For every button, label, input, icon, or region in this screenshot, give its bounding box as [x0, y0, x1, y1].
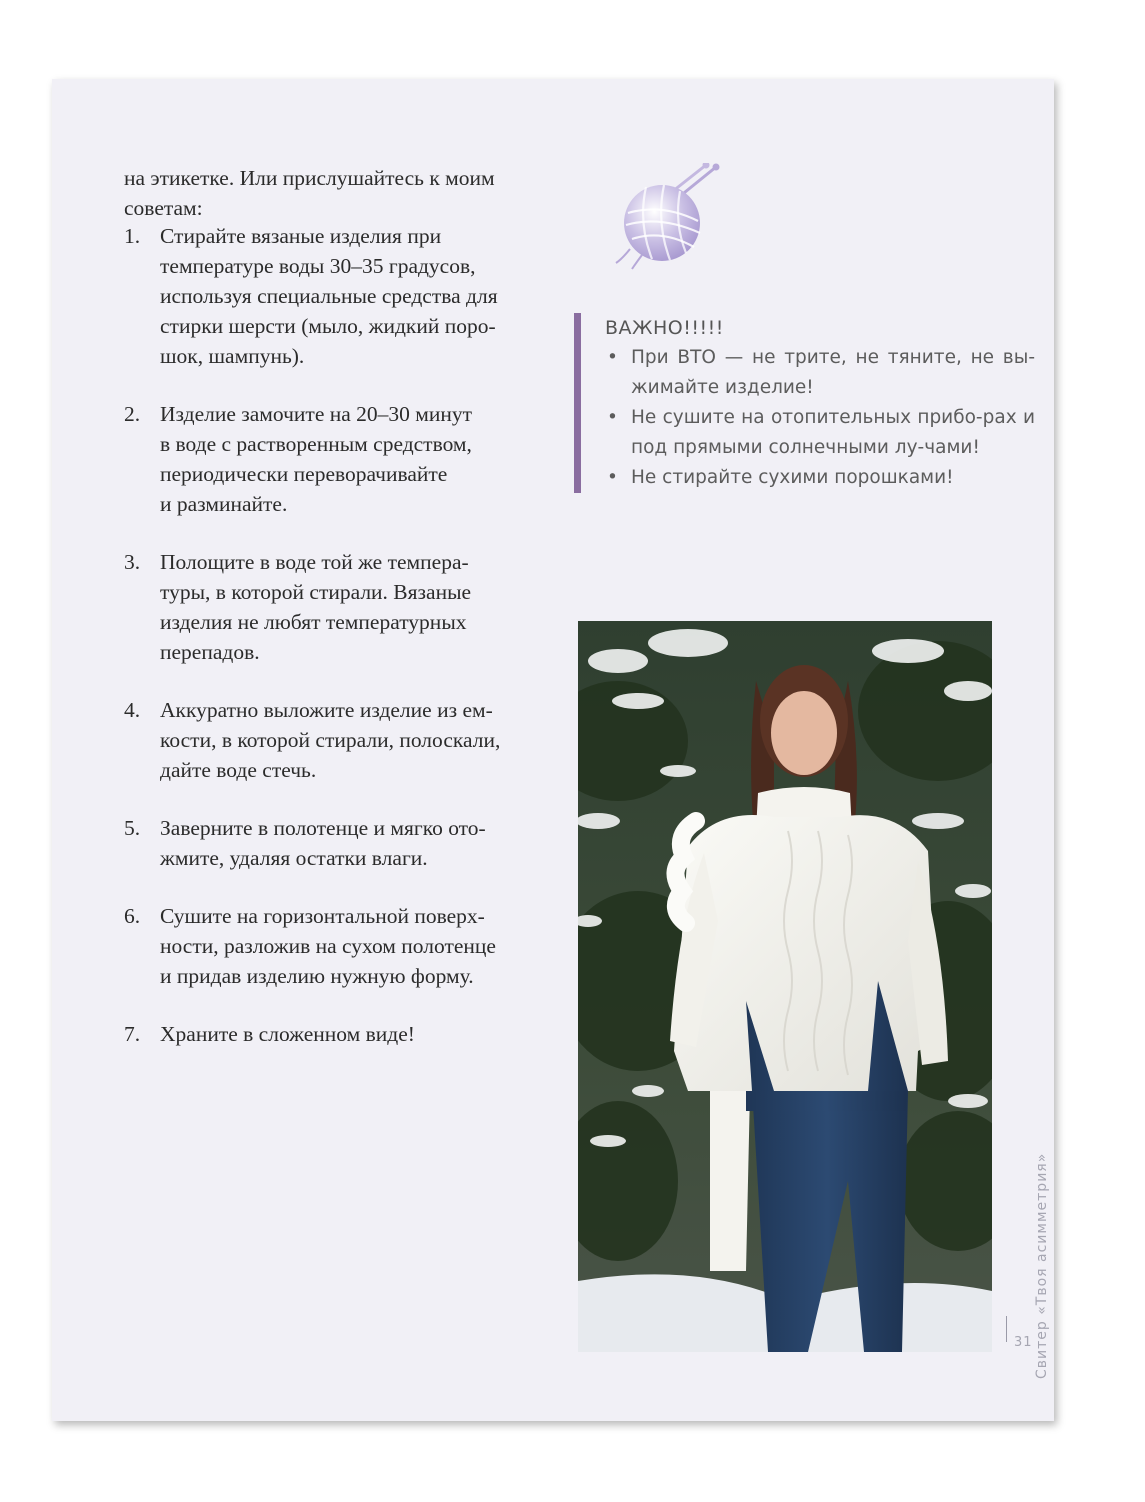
step-number: 3.	[124, 550, 141, 574]
intro-line: на этикетке. Или прислушайтесь к моим	[124, 166, 495, 190]
step-line: Храните в сложенном виде!	[160, 1022, 415, 1046]
note-title: ВАЖНО!!!!!	[605, 317, 724, 339]
list-item	[124, 901, 554, 991]
note-item-text: Не сушите на отопительных прибо-рах и под прямыми солнечными лу-чами!	[631, 407, 1035, 458]
step-number: 7.	[124, 1022, 141, 1046]
step-line: температуре воды 30–35 градусов,	[160, 254, 476, 278]
step-number: 4.	[124, 698, 141, 722]
list-item	[124, 547, 554, 667]
list-item	[124, 221, 554, 371]
step-line: Сушите на горизонтальной поверх-	[160, 904, 485, 928]
step-line: изделия не любят температурных	[160, 610, 467, 634]
step-number: 5.	[124, 816, 141, 840]
step-line: жмите, удаляя остатки влаги.	[160, 846, 428, 870]
step-line: кости, в которой стирали, полоскали,	[160, 728, 501, 752]
yarn-ball-icon	[612, 163, 722, 273]
bullet: •	[607, 467, 618, 488]
step-number: 2.	[124, 402, 141, 426]
intro-line: советам:	[124, 196, 203, 220]
yarn-ball-icon-graphic	[612, 163, 722, 273]
important-note	[574, 313, 1035, 493]
list-item	[124, 813, 554, 873]
step-line: используя специальные средства для	[160, 284, 498, 308]
step-line: Заверните в полотенце и мягко ото-	[160, 816, 486, 840]
note-item-text: При ВТО — не трите, не тяните, не вы-жимайте изделие!	[631, 347, 1035, 398]
step-line: стирки шерсти (мыло, жидкий поро-	[160, 314, 496, 338]
list-item	[605, 403, 1035, 463]
step-line: шок, шампунь).	[160, 344, 305, 368]
footer-divider	[1006, 1316, 1007, 1342]
list-item	[124, 1019, 554, 1049]
book-page	[52, 79, 1054, 1421]
intro-text	[124, 163, 554, 223]
step-line: периодически переворачивайте	[160, 462, 448, 486]
step-line: Изделие замочите на 20–30 минут	[160, 402, 473, 426]
step-line: туры, в которой стирали. Вязаные	[160, 580, 472, 604]
step-line: Аккуратно выложите изделие из ем-	[160, 698, 493, 722]
step-number: 1.	[124, 224, 141, 248]
care-steps-list	[124, 221, 554, 1077]
bullet: •	[607, 347, 618, 368]
step-line: дайте воде стечь.	[160, 758, 317, 782]
step-line: в воде с растворенным средством,	[160, 432, 472, 456]
step-number: 6.	[124, 904, 141, 928]
list-item	[605, 343, 1035, 403]
note-list	[605, 343, 1035, 493]
section-title: Свитер «Твоя асимметрия»	[1034, 1152, 1050, 1379]
page-number: 31	[1014, 1335, 1033, 1350]
step-line: Полощите в воде той же темпера-	[160, 550, 469, 574]
note-item-text: Не стирайте сухими порошками!	[631, 467, 954, 488]
step-line: Стирайте вязаные изделия при	[160, 224, 442, 248]
list-item	[124, 399, 554, 519]
step-line: ности, разложив на сухом полотенце	[160, 934, 496, 958]
model-photo	[578, 621, 992, 1352]
photo-illustration	[578, 621, 992, 1352]
bullet: •	[607, 407, 618, 428]
step-line: и придав изделию нужную форму.	[160, 964, 474, 988]
list-item	[605, 463, 1035, 493]
step-line: перепадов.	[160, 640, 260, 664]
step-line: и разминайте.	[160, 492, 288, 516]
list-item	[124, 695, 554, 785]
